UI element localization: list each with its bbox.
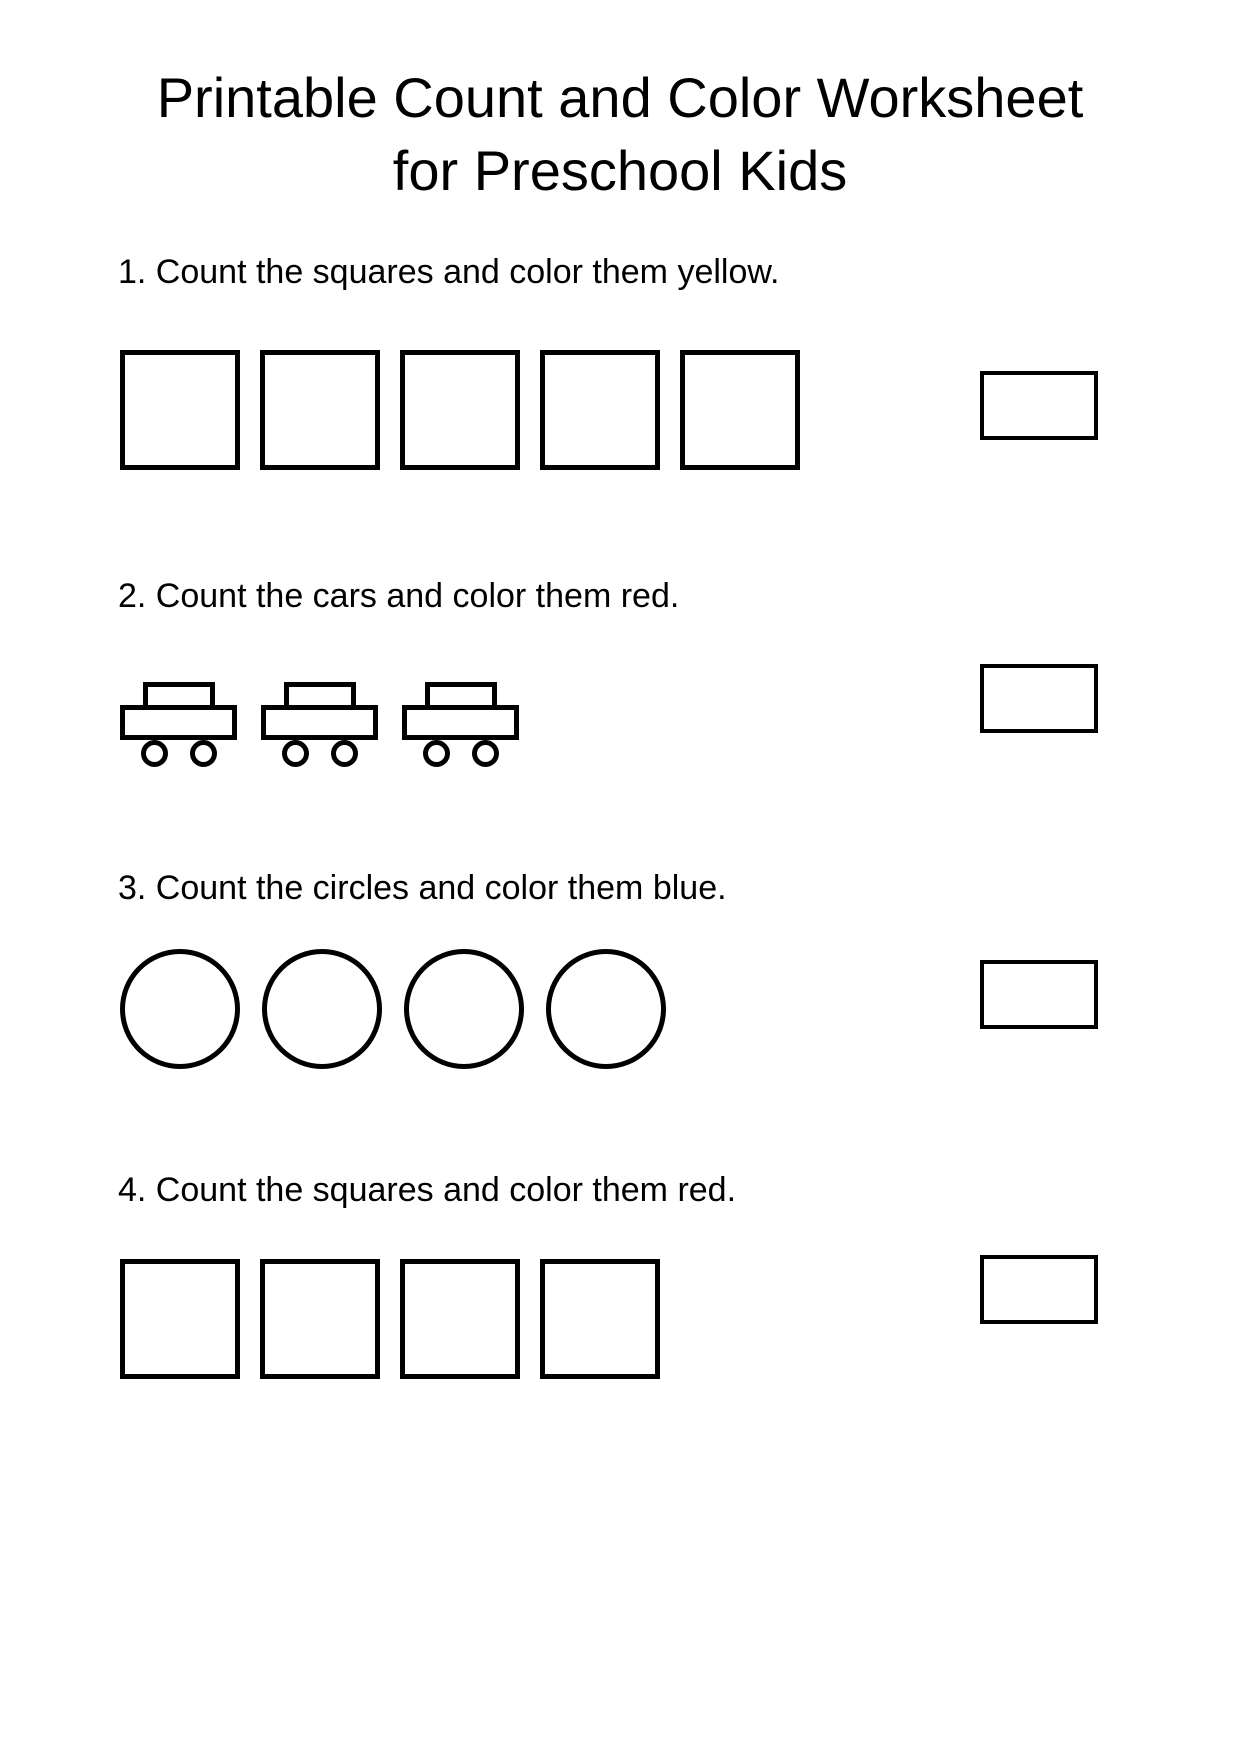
square-shape[interactable] bbox=[120, 350, 240, 470]
worksheet-title-line-2: for Preschool Kids bbox=[392, 138, 848, 202]
square-shape[interactable] bbox=[400, 350, 520, 470]
square-shape[interactable] bbox=[120, 1259, 240, 1379]
car-wheel-left bbox=[282, 740, 309, 767]
car-body bbox=[261, 705, 378, 740]
question-1-answer-box[interactable] bbox=[980, 371, 1098, 440]
question-1-prompt: 1. Count the squares and color them yellow. bbox=[118, 253, 780, 291]
car-wheel-left bbox=[141, 740, 168, 767]
square-shape[interactable] bbox=[680, 350, 800, 470]
question-4-shape-row bbox=[120, 1259, 660, 1379]
question-2-prompt: 2. Count the cars and color them red. bbox=[118, 577, 680, 615]
question-3-shape-row bbox=[120, 949, 666, 1069]
circle-shape[interactable] bbox=[546, 949, 666, 1069]
question-4-answer-box[interactable] bbox=[980, 1255, 1098, 1324]
square-shape[interactable] bbox=[540, 1259, 660, 1379]
question-3-answer-box[interactable] bbox=[980, 960, 1098, 1029]
square-shape[interactable] bbox=[400, 1259, 520, 1379]
car-shape[interactable] bbox=[120, 682, 237, 767]
square-shape[interactable] bbox=[260, 350, 380, 470]
car-body bbox=[120, 705, 237, 740]
question-1-shape-row bbox=[120, 350, 800, 470]
car-wheel-right bbox=[190, 740, 217, 767]
worksheet-title-line-1: Printable Count and Color Worksheet bbox=[156, 66, 1084, 129]
car-body bbox=[402, 705, 519, 740]
question-2-answer-box[interactable] bbox=[980, 664, 1098, 733]
question-2-shape-row bbox=[120, 682, 519, 767]
car-wheel-left bbox=[423, 740, 450, 767]
worksheet-title bbox=[0, 62, 1240, 208]
circle-shape[interactable] bbox=[404, 949, 524, 1069]
car-wheel-right bbox=[331, 740, 358, 767]
car-shape[interactable] bbox=[261, 682, 378, 767]
circle-shape[interactable] bbox=[120, 949, 240, 1069]
question-3-prompt: 3. Count the circles and color them blue. bbox=[118, 869, 727, 907]
circle-shape[interactable] bbox=[262, 949, 382, 1069]
car-shape[interactable] bbox=[402, 682, 519, 767]
square-shape[interactable] bbox=[540, 350, 660, 470]
square-shape[interactable] bbox=[260, 1259, 380, 1379]
car-wheel-right bbox=[472, 740, 499, 767]
question-4-prompt: 4. Count the squares and color them red. bbox=[118, 1171, 737, 1209]
